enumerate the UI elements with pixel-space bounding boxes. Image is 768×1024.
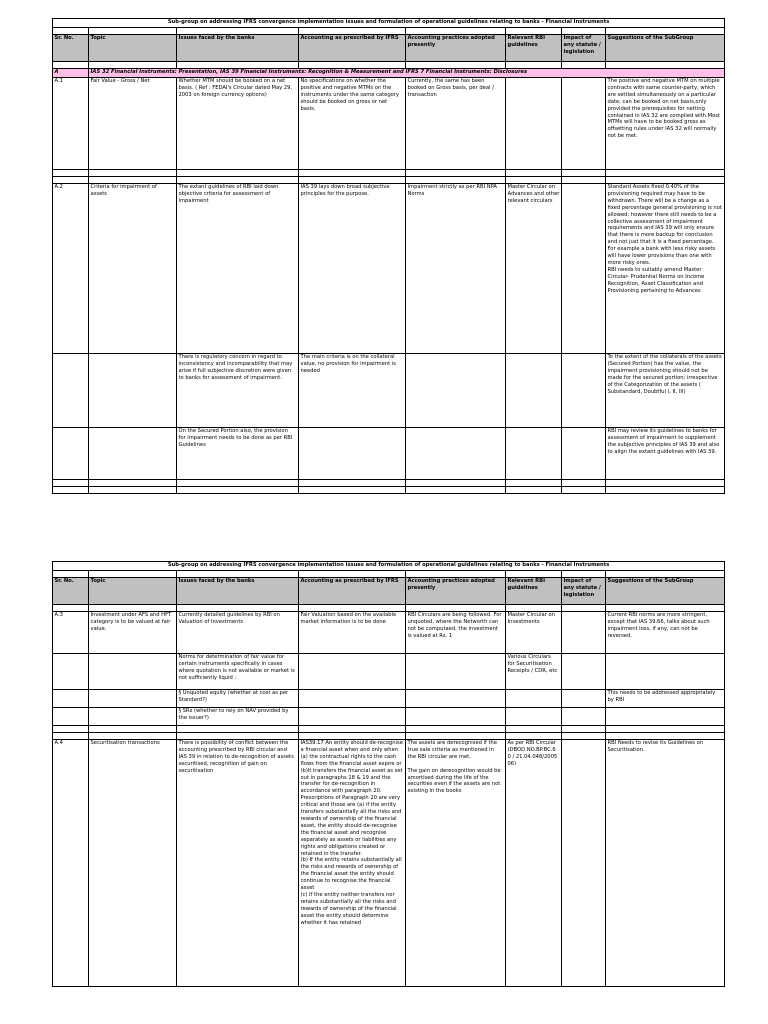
cell-rbi [506,78,562,170]
cell-ifrs: Fair Valuation based on the available market information is to be done [299,612,406,654]
cell-rbi [506,708,562,726]
blank-row [53,28,725,35]
cell-ifrs: The main criteria is on the collateral value, no provision for impairment is needed [299,354,406,428]
blank-row [53,605,725,612]
cell-topic: Criteria for impairment of assets [89,184,177,354]
cell-sr: A.3 [53,612,89,654]
cell-issues: § SRs (whether to rely on NAV provided by the issuer?) [177,708,299,726]
cell-sr [53,654,89,690]
blank-row [53,571,725,578]
section-code: A [53,69,89,78]
cell-ifrs: IAS 39 lays down broad subjective principles for the purpose. [299,184,406,354]
cell-suggestions: RBI may review its guidelines to banks for assessment of impairment to supplement the subjective principles of IAS 39 and also to align the extant guidelines with IAS 39. [606,428,725,480]
cell-issues: Norms for determination of fair value for certain instruments specifically in cases where quotation is not available or market is not sufficiently liquid : [177,654,299,690]
header-row [53,578,725,605]
header-practices: Accounting practices adopted presently [406,35,506,62]
cell-rbi [506,690,562,708]
cell-topic: Fair Value - Gross / Net [89,78,177,170]
table-row [53,184,725,354]
cell-sr [53,690,89,708]
cell-practices [406,428,506,480]
cell-topic: Securitisation transactions [89,740,177,987]
cell-ifrs [299,654,406,690]
cell-impact [562,428,606,480]
blank-row [53,62,725,69]
cell-topic [89,654,177,690]
table-row [53,78,725,170]
header-suggestions: Suggestions of the SubGroup [606,578,725,605]
sheet-title-row [53,19,725,28]
cell-rbi: Master Circular on Investments [506,612,562,654]
cell-sr [53,354,89,428]
sheet-title: Sub-group on addressing IFRS convergence implementation issues and formulation of operational guidelines relating to banks - Financial Instruments [53,562,725,571]
cell-sr [53,708,89,726]
table-row [53,690,725,708]
cell-topic [89,428,177,480]
header-issues: Issues faced by the banks [177,35,299,62]
cell-issues: § Unquoted equity (whether at cost as per Standard?) [177,690,299,708]
cell-sr: A.1 [53,78,89,170]
blank-row [53,487,725,494]
header-ifrs: Accounting as prescribed by IFRS [299,35,406,62]
cell-rbi: As per RBI Circular (DBOD.NO.BP.BC.6 0 / 21.04.048/2005 06) [506,740,562,987]
cell-issues: There is possibility of conflict between the accounting prescribed by RBI circular and IAS 39 in relation to de-recognition of assets securitised, recognition of gain on securitisation [177,740,299,987]
cell-impact [562,654,606,690]
table-row [53,708,725,726]
header-impact: Impact of any statute / legislation [562,35,606,62]
cell-ifrs [299,690,406,708]
sheet-title-row [53,562,725,571]
table-row [53,654,725,690]
cell-suggestions: The positive and negative MTM on multiple contracts with same counter-party, which are settled simultaneously on a particular date, can be booked on net basis,only provided the prerequisites for netting contained in IAS 32 are complied with.Most MTMs will have to be booked gross as offsetting rules under IAS 32 will normally not be met. [606,78,725,170]
cell-rbi: Various Circulars for Securitisation Receipts / CDR, etc [506,654,562,690]
cell-ifrs [299,428,406,480]
section-title: IAS 32 Financial Instruments: Presentation, IAS 39 Financial Instruments: Recognition & Measurement and IFRS 7 Financial Instruments: Disclosures [89,69,725,78]
header-issues: Issues faced by the banks [177,578,299,605]
cell-practices: Currently, the same has been booked on Gross basis, per deal / transaction [406,78,506,170]
header-sr-no: Sr. No. [53,35,89,62]
cell-practices [406,690,506,708]
cell-impact [562,612,606,654]
blank-row [53,733,725,740]
cell-topic [89,708,177,726]
cell-impact [562,740,606,987]
cell-impact [562,354,606,428]
blank-row [53,177,725,184]
cell-practices: The assets are derecognised if the true sale criteria as mentioned in the RBI circular are met. The gain on derecognition would be amortised during the life of the securities even if the assets are not existing in the books [406,740,506,987]
cell-ifrs: No specifications on whether the positive and negative MTMs on the instruments under the same category should be booked on gross or net basis. [299,78,406,170]
cell-issues: The extant guidelines of RBI laid down objective criteria for assessment of impairment [177,184,299,354]
cell-suggestions: Standard Assets fixed 0.40% of the provisioning required may have to be withdrawn. There will be a change as a fixed percentage general provisioning is not allowed; however there still needs to be a collective assessment of impairment requirements and IAS 39 will only ensure that there is more backup for conclusion and not just that it is a fixed percentage. For example a bank with less risky assets will have lower provisions than one with more risky ones. RBI needs to suitably amend Master Circular- Prudential Norms on Income Recognition, Asset Classification and Provisioning pertaining to Advances [606,184,725,354]
blank-row [53,170,725,177]
cell-impact [562,184,606,354]
cell-issues: On the Secured Portion also, the provision for impairment needs to be done as per RBI Guidelines [177,428,299,480]
cell-impact [562,708,606,726]
blank-row [53,726,725,733]
header-suggestions: Suggestions of the SubGroup [606,35,725,62]
table-row [53,354,725,428]
cell-rbi [506,354,562,428]
cell-rbi [506,428,562,480]
cell-suggestions [606,708,725,726]
sheet-title: Sub-group on addressing IFRS convergence implementation issues and formulation of operational guidelines relating to banks - Financial Instruments [53,19,725,28]
section-row [53,69,725,78]
header-ifrs: Accounting as prescribed by IFRS [299,578,406,605]
header-impact: Impact of any statute / legislation [562,578,606,605]
cell-ifrs [299,708,406,726]
cell-suggestions: Current RBI norms are more stringent, except that IAS 39.66, talks about such impairment loss, if any, can not be reversed. [606,612,725,654]
cell-practices: RBI Circulars are being followed. For unquoted, where the Networth can not be computaed, the investment is valued at Rs. 1 [406,612,506,654]
cell-sr: A.4 [53,740,89,987]
cell-practices: Impairment strictly as per RBI NPA Norms [406,184,506,354]
cell-sr [53,428,89,480]
cell-practices [406,354,506,428]
cell-impact [562,690,606,708]
header-sr-no: Sr. No. [53,578,89,605]
table-financial-instruments-2 [52,561,725,987]
header-rbi: Relevant RBI guidelines [506,35,562,62]
table-financial-instruments-1 [52,18,725,494]
table-row [53,612,725,654]
cell-suggestions [606,654,725,690]
cell-sr: A.2 [53,184,89,354]
cell-rbi: Master Circular on Advances and other relevant circulars [506,184,562,354]
cell-ifrs-wrapper [299,740,406,987]
cell-impact [562,78,606,170]
header-practices: Accounting practices adopted presently [406,578,506,605]
cell-topic [89,354,177,428]
cell-suggestions: This needs to be addressed appropriately by RBI [606,690,725,708]
cell-issues: There is regulatory concern in regard to inconsistency and incomparability that may arise if full subjective discretion were given to banks for assessment of impairment. [177,354,299,428]
header-row [53,35,725,62]
header-rbi: Relevant RBI guidelines [506,578,562,605]
cell-suggestions: RBI Needs to revise its Guidelines on Securitisation. [606,740,725,987]
cell-practices [406,708,506,726]
cell-topic [89,690,177,708]
cell-ifrs: IAS39.17 An entity should de-recognise a financial asset when and only when (a) the contractual rights to the cash flows from the financial asset expire or (b)It transfers the financial asset as set out in paragraphs 18 & 19 and the transfer for de-recognition in accordance with paragraph 20. Prescriptions of Paragraph 20 are very critical and those are (a) if the entity transfers substantially all the risks and rewards of ownership of the financial asset, the entity should de-recognise the financial asset and recognise separately as assets or liabilities any rights and obligations created or retained in the transfer. (b) If the entity retains substantially all the risks and rewards of ownership of the financial asset the entity should continue to recognise the financial asset (c) If the entity neither transfers nor retains substantially all the risks and rewards of ownership of the financial asset the entity should determine whether it has retained [300,740,403,926]
header-topic: Topic [89,578,177,605]
cell-practices [406,654,506,690]
cell-issues: Currently detailed guidelines by RBI on Valuation of Investments [177,612,299,654]
cell-suggestions: To the extent of the collaterals of the assets (Secured Portion) has the value, the impairment provisioning should not be made for the secured portion; irrespective of the Categorization of the assets ( Substandard, Doubtful I, II, III) [606,354,725,428]
blank-row [53,480,725,487]
header-topic: Topic [89,35,177,62]
table-row [53,740,725,987]
cell-topic: Investment under AFS and HFT category is to be valued at fair value. [89,612,177,654]
cell-issues: Whether MTM should be booked on a net basis. ( Ref : FEDAI's Circular dated May 29, 2003 on foreign currency options) [177,78,299,170]
table-row [53,428,725,480]
